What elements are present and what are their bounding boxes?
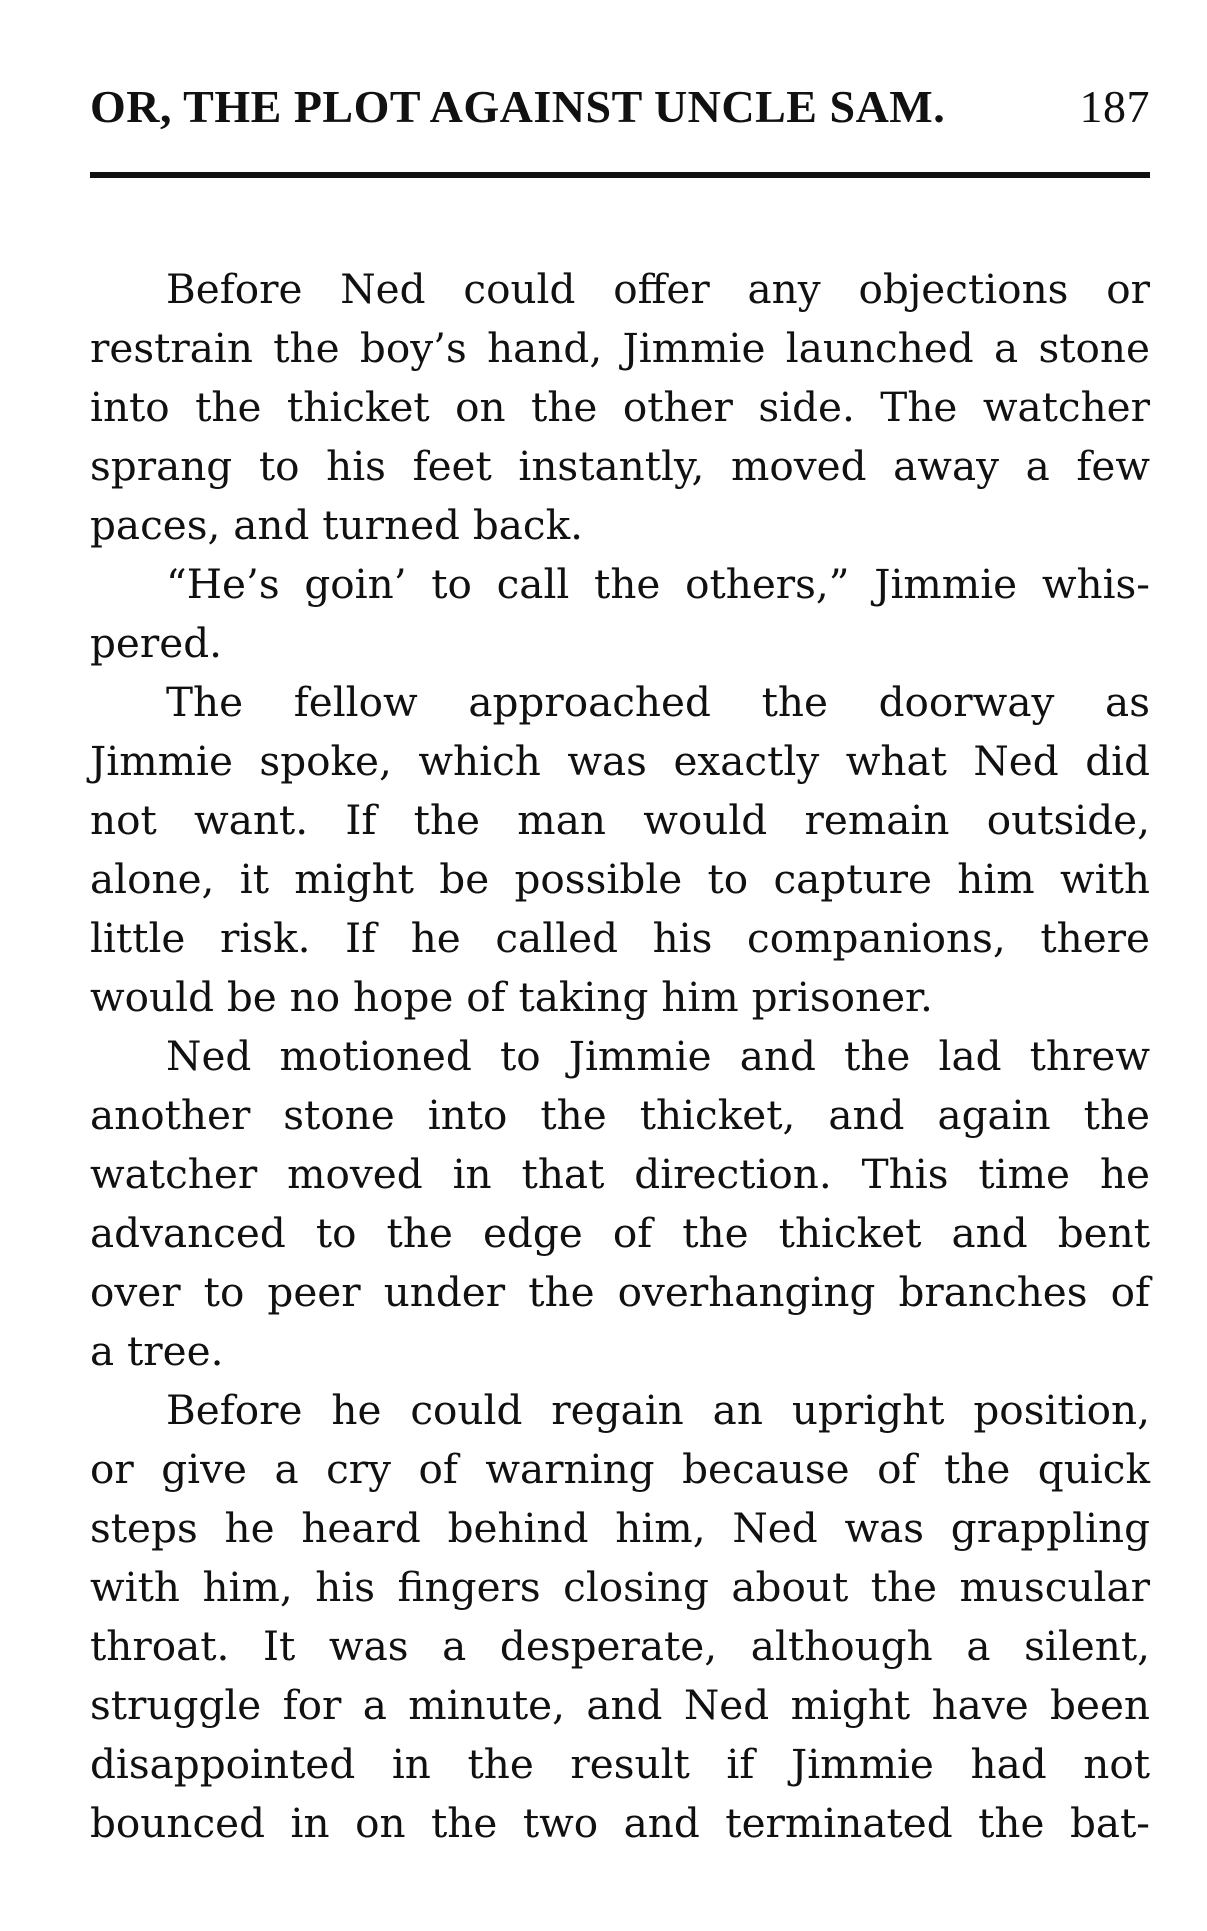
text-line: another stone into the thicket, and again the (90, 1091, 1150, 1139)
text-line: “He’s goin’ to call the others,” Jimmie whis- (166, 560, 1150, 608)
text-line: steps he heard behind him, Ned was grappling (90, 1504, 1150, 1552)
body-text (90, 260, 1150, 1853)
text-line: Ned motioned to Jimmie and the lad threw (166, 1032, 1150, 1080)
header-rule (90, 172, 1150, 178)
text-line: paces, and turned back. (90, 501, 584, 549)
text-line: with him, his fingers closing about the muscular (90, 1563, 1150, 1611)
text-line: bounced in on the two and terminated the bat- (90, 1799, 1150, 1847)
text-line: Before Ned could offer any objections or (166, 265, 1150, 313)
text-line: struggle for a minute, and Ned might have been (90, 1681, 1150, 1729)
text-line: advanced to the edge of the thicket and bent (90, 1209, 1150, 1257)
text-line: restrain the boy’s hand, Jimmie launched a stone (90, 324, 1150, 372)
text-line: little risk. If he called his companions, there (90, 914, 1150, 962)
text-line: The fellow approached the doorway as (166, 678, 1150, 726)
text-line: Jimmie spoke, which was exactly what Ned did (90, 737, 1150, 785)
text-line: throat. It was a desperate, although a silent, (90, 1622, 1150, 1670)
text-line: over to peer under the overhanging branches of (90, 1268, 1150, 1316)
running-title: OR, THE PLOT AGAINST UNCLE SAM. (90, 81, 946, 132)
text-line: not want. If the man would remain outside, (90, 796, 1150, 844)
text-line: sprang to his feet instantly, moved away a few (90, 442, 1150, 490)
page-number: 187 (1079, 81, 1150, 132)
text-line: pered. (90, 619, 223, 667)
text-line: or give a cry of warning because of the quick (90, 1445, 1150, 1493)
text-line: watcher moved in that direction. This time he (90, 1150, 1150, 1198)
text-line: a tree. (90, 1327, 224, 1375)
text-line: alone, it might be possible to capture him with (90, 855, 1150, 903)
running-head (90, 80, 1150, 144)
text-line: would be no hope of taking him prisoner. (90, 973, 933, 1021)
book-page (90, 80, 1150, 1847)
text-line: into the thicket on the other side. The watcher (90, 383, 1150, 431)
text-line: disappointed in the result if Jimmie had not (90, 1740, 1150, 1788)
text-line: Before he could regain an upright position, (166, 1386, 1150, 1434)
